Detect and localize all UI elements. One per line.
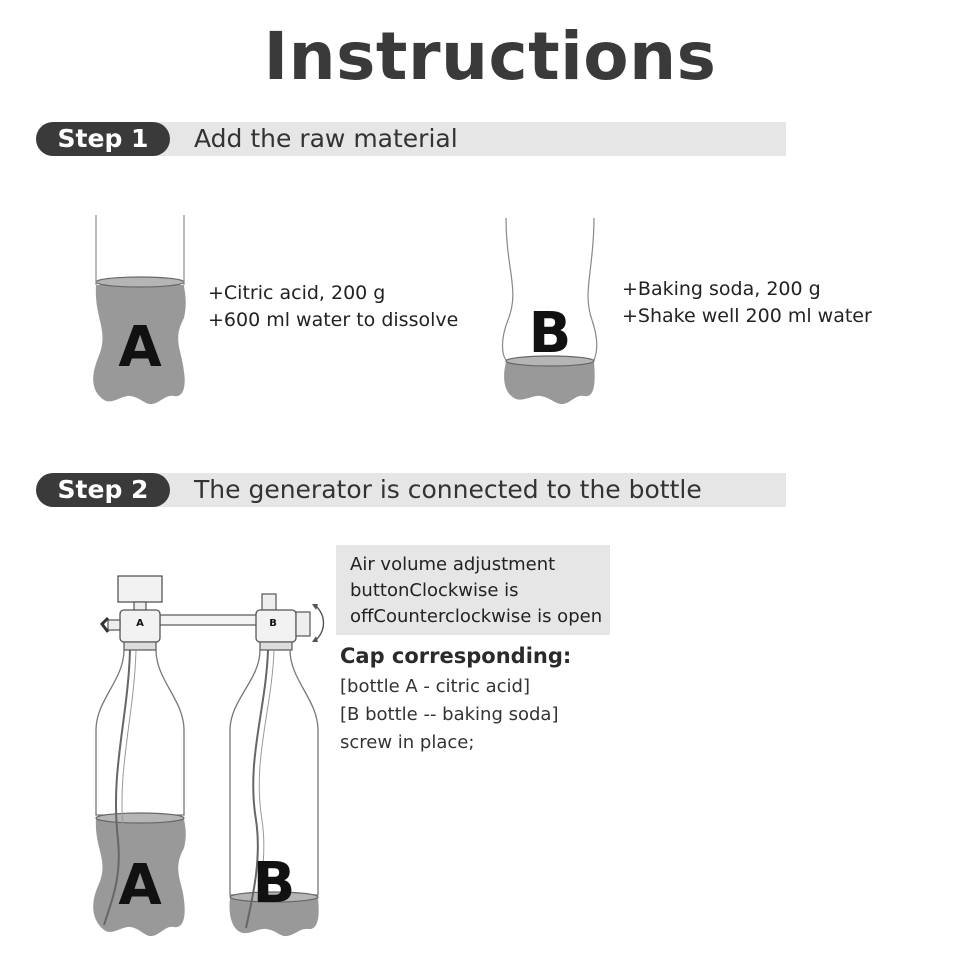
cap-b <box>256 594 324 650</box>
bottle-a-letter: A <box>118 315 162 380</box>
cap-instructions-title: Cap corresponding: <box>340 644 572 668</box>
air-volume-callout <box>336 545 610 635</box>
step2-bottle-a-letter: A <box>118 853 162 918</box>
cap-b-letter: B <box>269 618 277 629</box>
step-1-label: Add the raw material <box>194 124 458 153</box>
step2-bottle-a <box>93 650 186 936</box>
step-1-badge: Step 1 <box>36 122 170 156</box>
step2-bottle-b <box>229 650 318 936</box>
step-2-label: The generator is connected to the bottle <box>194 475 702 504</box>
bottle-b-ingredient-2: +Shake well 200 ml water <box>622 305 872 327</box>
air-volume-knob <box>296 612 310 636</box>
connecting-tube <box>160 615 258 625</box>
cap-instruction-3: screw in place; <box>340 732 475 753</box>
callout-line-1: Air volume adjustment <box>350 554 556 575</box>
cap-a <box>102 610 160 650</box>
callout-line-2: buttonClockwise is <box>350 580 519 601</box>
bottle-a-ingredient-1: +Citric acid, 200 g <box>208 282 386 304</box>
step2-bottle-b-letter: B <box>252 851 296 916</box>
pressure-gauge <box>118 576 162 602</box>
bottle-b-letter: B <box>528 301 572 366</box>
page-title: Instructions <box>263 18 717 95</box>
cap-instruction-2: [B bottle -- baking soda] <box>340 704 559 725</box>
bottle-b-ingredient-1: +Baking soda, 200 g <box>622 278 821 300</box>
step-2-badge: Step 2 <box>36 473 170 507</box>
bottle-a-ingredient-2: +600 ml water to dissolve <box>208 309 459 331</box>
cap-a-letter: A <box>136 618 144 629</box>
cap-instruction-1: [bottle A - citric acid] <box>340 676 530 697</box>
callout-line-3: offCounterclockwise is open <box>350 606 603 627</box>
